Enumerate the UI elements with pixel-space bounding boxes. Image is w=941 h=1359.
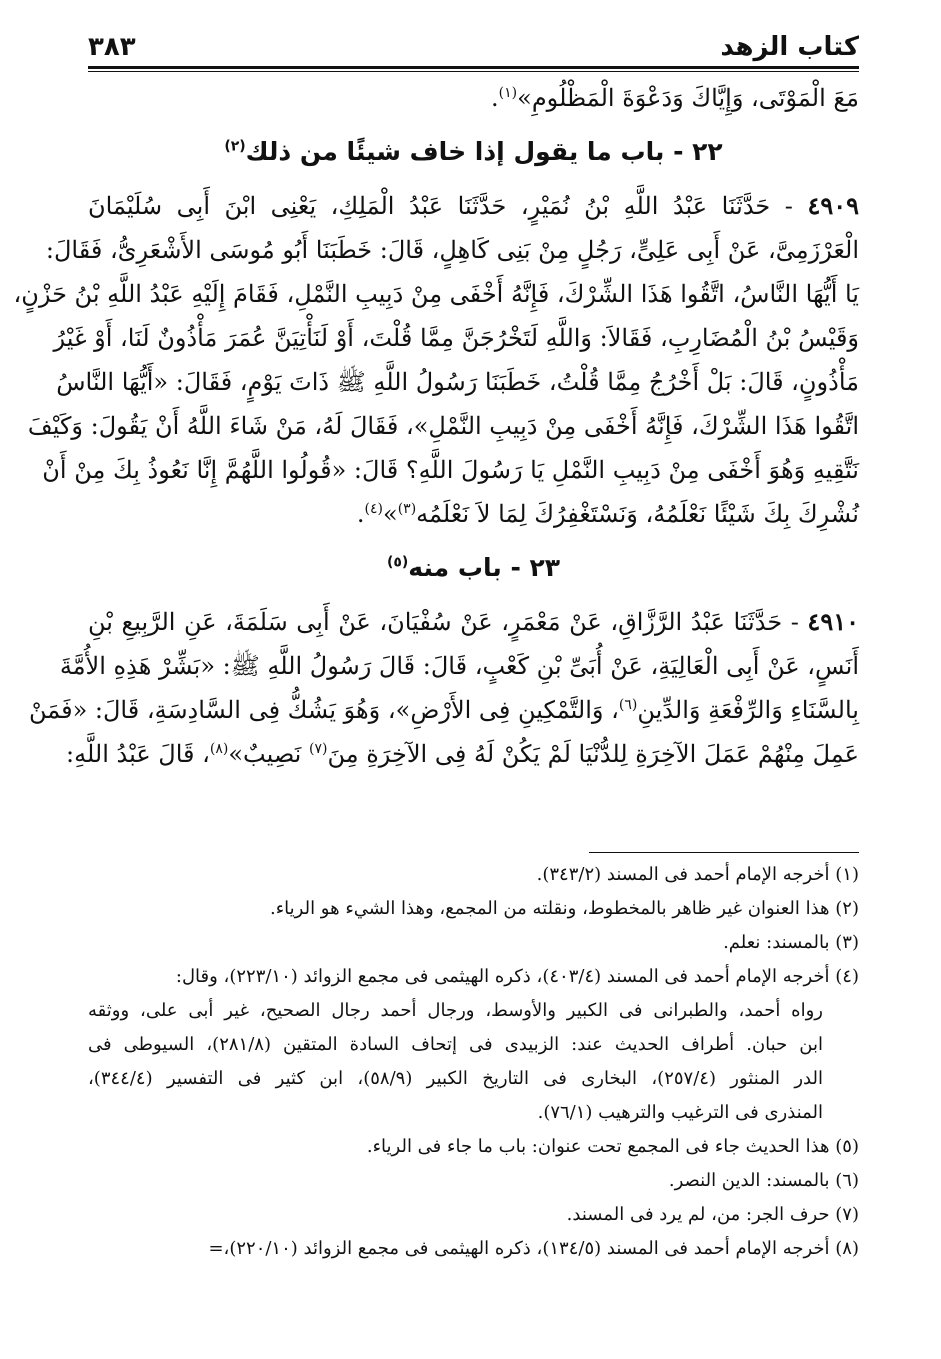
footnote-ref: (٥) (386, 554, 409, 571)
text-line (65, 732, 859, 776)
page-number: ٣٨٣ (88, 32, 136, 62)
text-span: - حَدَّثَنَا عَبْدُ الرَّزَّاقِ، عَنْ مَعْمَرٍ، عَنْ سُفْيَانَ، عَنْ أَبِى سَلَمَةَ، عَنِ الرَّبِيعِ بْنِ (88, 608, 799, 636)
footnote: (٦) بالمسند: الدين النصر. (668, 1170, 859, 1191)
footnote-ref: (٨) (209, 741, 229, 757)
footnote-divider (589, 852, 859, 853)
text-span: مَعَ الْمَوْتَى، وَإِيَّاكَ وَدَعْوَةَ الْمَظْلُومِ» (517, 84, 859, 112)
footnote: (٧) حرف الجر: من، لم يرد فى المسند. (566, 1204, 859, 1225)
footnote-ref: (٢) (224, 138, 246, 155)
section-heading (88, 536, 859, 600)
text-line (88, 492, 859, 536)
text-span: - حَدَّثَنَا عَبْدُ اللَّهِ بْنُ نُمَيْرٍ، حَدَّثَنَا عَبْدُ الْمَلِكِ، يَعْنِى ابْنَ أَبِى سُلَيْمَانَ (88, 192, 793, 220)
text-line: الْعَرْزَمِىَّ، عَنْ أَبِى عَلِىٍّ، رَجُلٍ مِنْ بَنِى كَاهِلٍ، قَالَ: خَطَبَنَا أَبُو مُوسَى الأَشْعَرِىُّ، فَقَالَ: (45, 236, 859, 264)
text-line: اتَّقُوا هَذَا الشِّرْكَ، فَإِنَّهُ أَخْفَى مِنْ دَبِيبِ النَّمْلِ»، فَقَالَ لَهُ، مَنْ شَاءَ اللَّهُ أَنْ يَقُولَ: وَكَيْفَ (27, 412, 859, 440)
footnote: (٣) بالمسند: نعلم. (723, 932, 859, 953)
section-title: ٢٣ - باب منه (408, 553, 561, 582)
text-line (88, 184, 859, 228)
text-span: » (383, 500, 398, 528)
text-line: وَقَيْسُ بْنُ الْمُضَارِبِ، فَقَالاَ: وَاللَّهِ لَتَخْرُجَنَّ مِمَّا قُلْتَ، أَوْ لَنَأْتِيَنَّ عُمَرَ مَأْذُونٌ لَنَا، أَوْ غَيْرُ (53, 324, 859, 352)
text-line: نَتَّقِيهِ وَهُوَ أَخْفَى مِنْ دَبِيبِ النَّمْلِ يَا رَسُولَ اللَّهِ؟ قَالَ: «قُولُوا اللَّهُمَّ إِنَّا نَعُوذُ بِكَ مِنْ أَنْ (42, 456, 859, 484)
text-span: ، وَالتَّمْكِينِ فِى الأَرْضِ»، وَهُوَ يَشُكُّ فِى السَّادِسَةِ، قَالَ: «فَمَنْ (28, 696, 619, 724)
hadith-number: ٤٩٠٩ (807, 191, 859, 220)
header-rule (88, 66, 859, 69)
text-span: نُشْرِكَ بِكَ شَيْئًا نَعْلَمُهُ، وَنَسْتَغْفِرُكَ لِمَا لاَ نَعْلَمُه (416, 500, 859, 528)
section-heading (88, 120, 859, 184)
text-line (28, 688, 859, 732)
footnote (88, 960, 859, 1130)
text-span: . (491, 84, 499, 112)
footnote: (٥) هذا الحديث جاء فى المجمع تحت عنوان: باب ما جاء فى الرياء. (366, 1136, 859, 1157)
text-span: . (356, 500, 365, 528)
text-span: بِالسَّنَاءِ وَالرِّفْعَةِ وَالدِّينِ (637, 696, 859, 724)
footnote-ref: (٣) (397, 501, 417, 517)
footnote: (٢) هذا العنوان غير ظاهر بالمخطوط، ونقلته من المجمع، وهذا الشيء هو الرياء. (269, 898, 859, 919)
footnote-ref: (٤) (364, 501, 384, 517)
page-header (88, 22, 859, 62)
main-text (13, 74, 859, 776)
section-title: ٢٢ - باب ما يقول إذا خاف شيئًا من ذلك (245, 137, 723, 166)
text-line: أَنَسٍ، عَنْ أَبِى الْعَالِيَةِ، عَنْ أُبَىِّ بْنِ كَعْبٍ، قَالَ: قَالَ رَسُولُ اللَّهِ ﷺ: «بَشِّرْ هَذِهِ الأُمَّةَ (59, 652, 859, 680)
text-line (88, 600, 859, 644)
text-span: عَمِلَ مِنْهُمْ عَمَلَ الآخِرَةِ لِلدُّنْيَا لَمْ يَكُنْ لَهُ فِى الآخِرَةِ مِنَ (327, 740, 859, 768)
text-span: نَصِيبٌ» (228, 740, 309, 768)
footnote-line: (٤) أخرجه الإمام أحمد فى المسند (٤٠٣/٤)، ذكره الهيثمى فى مجمع الزوائد (٢٢٣/١٠)، وقال: (175, 966, 859, 987)
footnote-ref: (٧) (308, 741, 328, 757)
text-line (88, 76, 859, 120)
footnote-ref: (٦) (618, 697, 638, 713)
footnote-line: المنذرى فى الترغيب والترهيب (٧٦/١). (537, 1102, 823, 1123)
footnote-ref: (١) (498, 85, 518, 101)
text-line: يَا أَيُّهَا النَّاسُ، اتَّقُوا هَذَا الشِّرْكَ، فَإِنَّهُ أَخْفَى مِنْ دَبِيبِ النَّمْلِ، فَقَامَ إِلَيْهِ عَبْدُ اللَّهِ بْنُ حَزْنٍ، (13, 280, 859, 308)
text-line: مَأْذُونٍ، قَالَ: بَلْ أَخْرُجُ مِمَّا قُلْتُ، خَطَبَنَا رَسُولُ اللَّهِ ﷺ ذَاتَ يَوْمٍ، فَقَالَ: «أَيُّهَا النَّاسُ (56, 368, 859, 396)
text-span: ، قَالَ عَبْدُ اللَّهِ: (65, 740, 210, 768)
header-rule-thin (88, 71, 859, 72)
footnotes (88, 858, 859, 1266)
footnote-line: الدر المنثور (٢٥٧/٤)، البخارى فى التاريخ الكبير (٥٨/٩)، ابن كثير فى التفسير (٣٤٤/٤)، (88, 1068, 823, 1089)
footnote-line: رواه أحمد، والطبرانى فى الكبير والأوسط، ورجال أحمد رجال الصحيح، غير أبى على، ووثقه (88, 1000, 823, 1021)
footnote: (٨) أخرجه الإمام أحمد فى المسند (١٣٤/٥)، ذكره الهيثمى فى مجمع الزوائد (٢٢٠/١٠)،= (208, 1238, 859, 1259)
footnote: (١) أخرجه الإمام أحمد فى المسند (٣٤٣/٢). (536, 864, 859, 885)
book-title: كتاب الزهد (720, 32, 859, 62)
hadith-number: ٤٩١٠ (807, 607, 859, 636)
footnote-line: ابن حبان. أطراف الحديث عند: الزبيدى فى إتحاف السادة المتقين (٢٨١/٨)، السيوطى فى (88, 1034, 823, 1055)
